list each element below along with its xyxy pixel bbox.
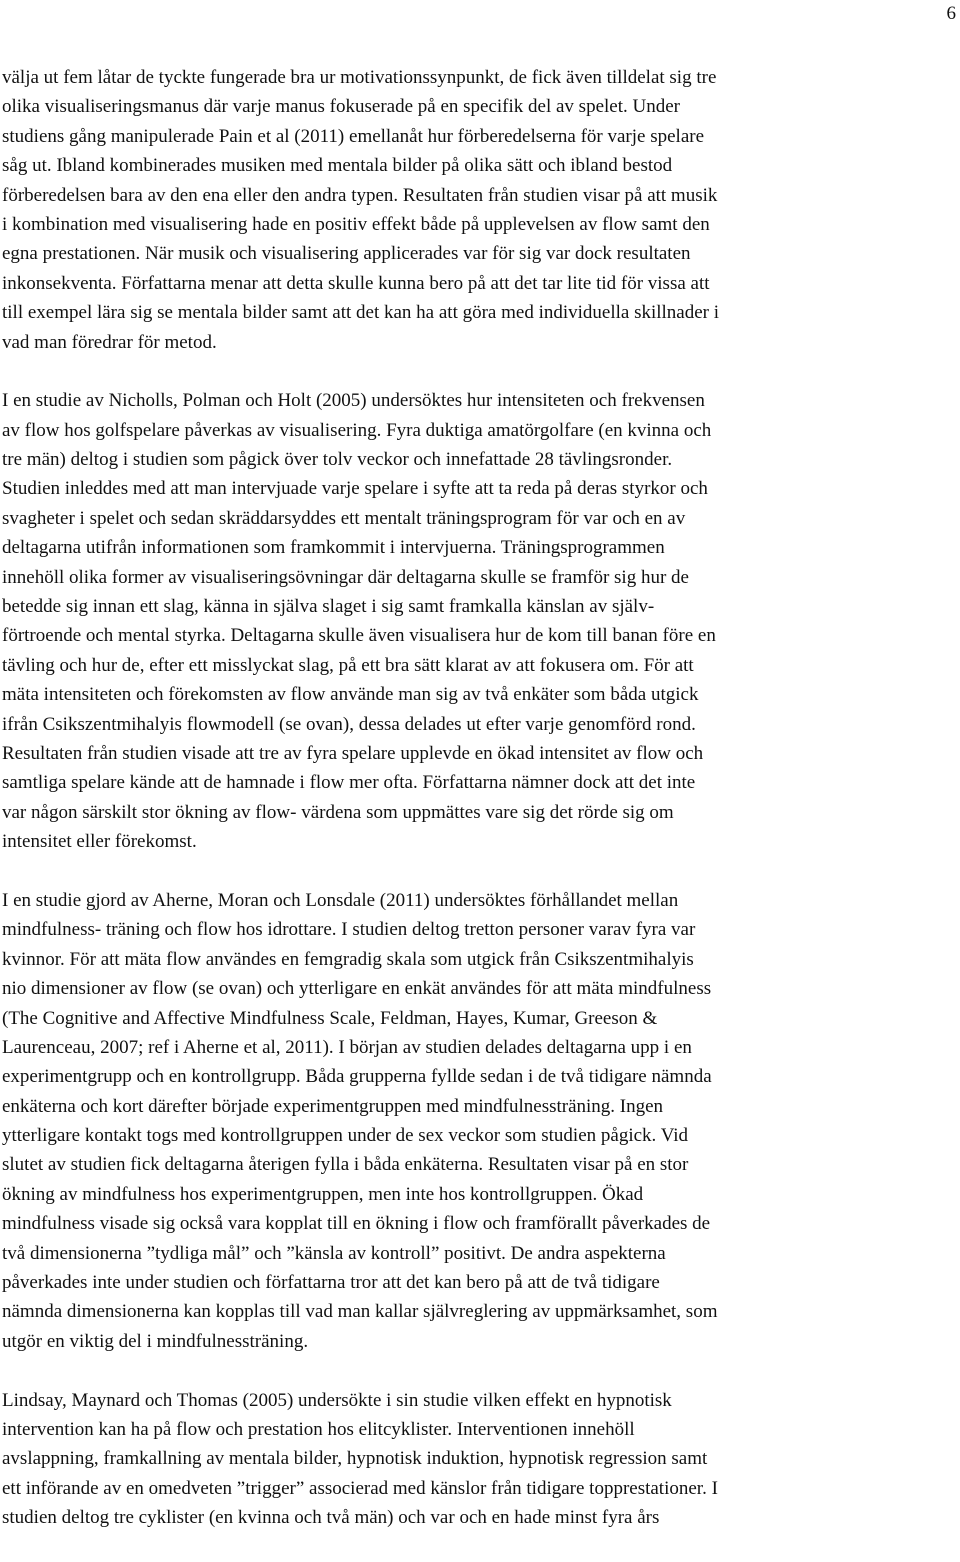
text-line: i kombination med visualisering hade en positiv effekt både på upplevelsen av flow samt den — [2, 213, 710, 235]
text-line: förtroende och mental styrka. Deltagarna skulle även visualisera hur de kom till banan före en — [2, 625, 716, 647]
text-line: Resultaten från studien visade att tre av fyra spelare upplevde en ökad intensitet av flow och — [2, 742, 704, 764]
page-number: 6 — [946, 3, 956, 24]
text-line: påverkades inte under studien och författarna tror att det kan bero på att de två tidigare — [2, 1272, 660, 1294]
text-line: I en studie av Nicholls, Polman och Holt (2005) undersöktes hur intensiteten och frekvensen — [2, 390, 705, 412]
text-line: välja ut fem låtar de tyckte fungerade bra ur motivationssynpunkt, de fick även tilldelat sig tre — [2, 67, 717, 88]
text-line: egna prestationen. När musik och visualisering applicerades var för sig var dock resultaten — [2, 243, 691, 265]
text-line: studien deltog tre cyklister (en kvinna och två män) och var och en hade minst fyra års — [2, 1507, 660, 1529]
text-line: vad man föredrar för metod. — [2, 331, 217, 353]
document-body — [2, 63, 958, 1562]
text-line: experimentgrupp och en kontrollgrupp. Båda grupperna fyllde sedan i de två tidigare nämnda — [2, 1066, 712, 1088]
text-line: två dimensionerna ”tydliga mål” och ”känsla av kontroll” positivt. De andra aspekterna — [2, 1242, 666, 1264]
text-line: kvinnor. För att mäta flow användes en femgradig skala som utgick från Csikszentmihalyis — [2, 948, 694, 970]
text-line: studiens gång manipulerade Pain et al (2011) emellanåt hur förberedelserna för varje spelare — [2, 125, 705, 147]
text-line: nio dimensioner av flow (se ovan) och ytterligare en enkät användes för att mäta mindfulness — [2, 978, 712, 1000]
paragraph — [2, 1386, 958, 1533]
text-line: till exempel lära sig se mentala bilder samt att det kan ha att göra med individuella skillnader i — [2, 302, 720, 324]
text-line: mindfulness visade sig också vara kopplat till en ökning i flow och framförallt påverkades de — [2, 1213, 711, 1235]
text-line: utgör en viktig del i mindfulnessträning. — [2, 1330, 309, 1352]
text-line: nämnda dimensionerna kan kopplas till vad man kallar självreglering av uppmärksamhet, som — [2, 1301, 718, 1323]
paragraph — [2, 886, 958, 1356]
text-line: Studien inleddes med att man intervjuade varje spelare i syfte att ta reda på deras styrkor och — [2, 478, 708, 500]
text-line: mäta intensiteten och förekomsten av flow använde man sig av två enkäter som båda utgick — [2, 684, 699, 706]
text-line: ökning av mindfulness hos experimentgruppen, men inte hos kontrollgruppen. Ökad — [2, 1183, 644, 1205]
text-line: samtliga spelare kände att de hamnade i flow mer ofta. Författarna nämner dock att det inte — [2, 772, 696, 794]
text-line: tävling och hur de, efter ett misslyckat slag, på ett bra sätt klarat av att fokusera om. För att — [2, 654, 694, 676]
paragraph — [2, 386, 958, 856]
text-line: olika visualiseringsmanus där varje manus fokuserade på en specifik del av spelet. Under — [2, 96, 680, 118]
text-line: ifrån Csikszentmihalyis flowmodell (se ovan), dessa delades ut efter varje genomförd rond. — [2, 713, 696, 735]
text-line: avslappning, framkallning av mentala bilder, hypnotisk induktion, hypnotisk regression samt — [2, 1448, 708, 1470]
text-line: Laurenceau, 2007; ref i Aherne et al, 2011). I början av studien delades deltagarna upp i en — [2, 1036, 692, 1058]
paragraph — [2, 63, 958, 357]
text-line: betedde sig innan ett slag, känna in själva slaget i sig samt framkalla känslan av själv- — [2, 596, 655, 618]
text-line: var någon särskilt stor ökning av flow- värdena som uppmättes vare sig det rörde sig om — [2, 801, 674, 823]
text-line: deltagarna utifrån informationen som framkommit i intervjuerna. Träningsprogrammen — [2, 537, 665, 559]
text-line: ett införande av en omedveten ”trigger” associerad med känslor från tidigare topprestationer. I — [2, 1477, 718, 1499]
text-line: innehöll olika former av visualiseringsövningar där deltagarna skulle se framför sig hur de — [2, 566, 689, 588]
text-line: slutet av studien fick deltagarna återigen fylla i båda enkäterna. Resultaten visar på en stor — [2, 1154, 689, 1176]
text-line: Lindsay, Maynard och Thomas (2005) undersökte i sin studie vilken effekt en hypnotisk — [2, 1389, 672, 1411]
text-line: tre män) deltog i studien som pågick över tolv veckor och innefattade 28 tävlingsronder. — [2, 449, 673, 471]
text-line: inkonsekventa. Författarna menar att detta skulle kunna bero på att det tar lite tid för vissa att — [2, 272, 710, 294]
text-line: svagheter i spelet och sedan skräddarsyddes ett mentalt träningsprogram för var och en av — [2, 507, 686, 529]
text-line: ytterligare kontakt togs med kontrollgruppen under de sex veckor som studien pågick. Vid — [2, 1125, 689, 1147]
text-line: av flow hos golfspelare påverkas av visualisering. Fyra duktiga amatörgolfare (en kvinna och — [2, 419, 712, 441]
text-line: enkäterna och kort därefter började experimentgruppen med mindfulnessträning. Ingen — [2, 1095, 664, 1117]
text-line: förberedelsen bara av den ena eller den andra typen. Resultaten från studien visar på att musik — [2, 184, 718, 206]
text-line: såg ut. Ibland kombinerades musiken med mentala bilder på olika sätt och ibland bestod — [2, 155, 673, 177]
text-line: intervention kan ha på flow och prestation hos elitcyklister. Interventionen innehöll — [2, 1418, 635, 1440]
text-line: I en studie gjord av Aherne, Moran och Lonsdale (2011) undersöktes förhållandet mellan — [2, 889, 679, 911]
text-line: intensitet eller förekomst. — [2, 831, 197, 853]
text-line: mindfulness- träning och flow hos idrottare. I studien deltog tretton personer varav fyra var — [2, 919, 696, 941]
text-line: (The Cognitive and Affective Mindfulness Scale, Feldman, Hayes, Kumar, Greeson & — [2, 1007, 658, 1029]
